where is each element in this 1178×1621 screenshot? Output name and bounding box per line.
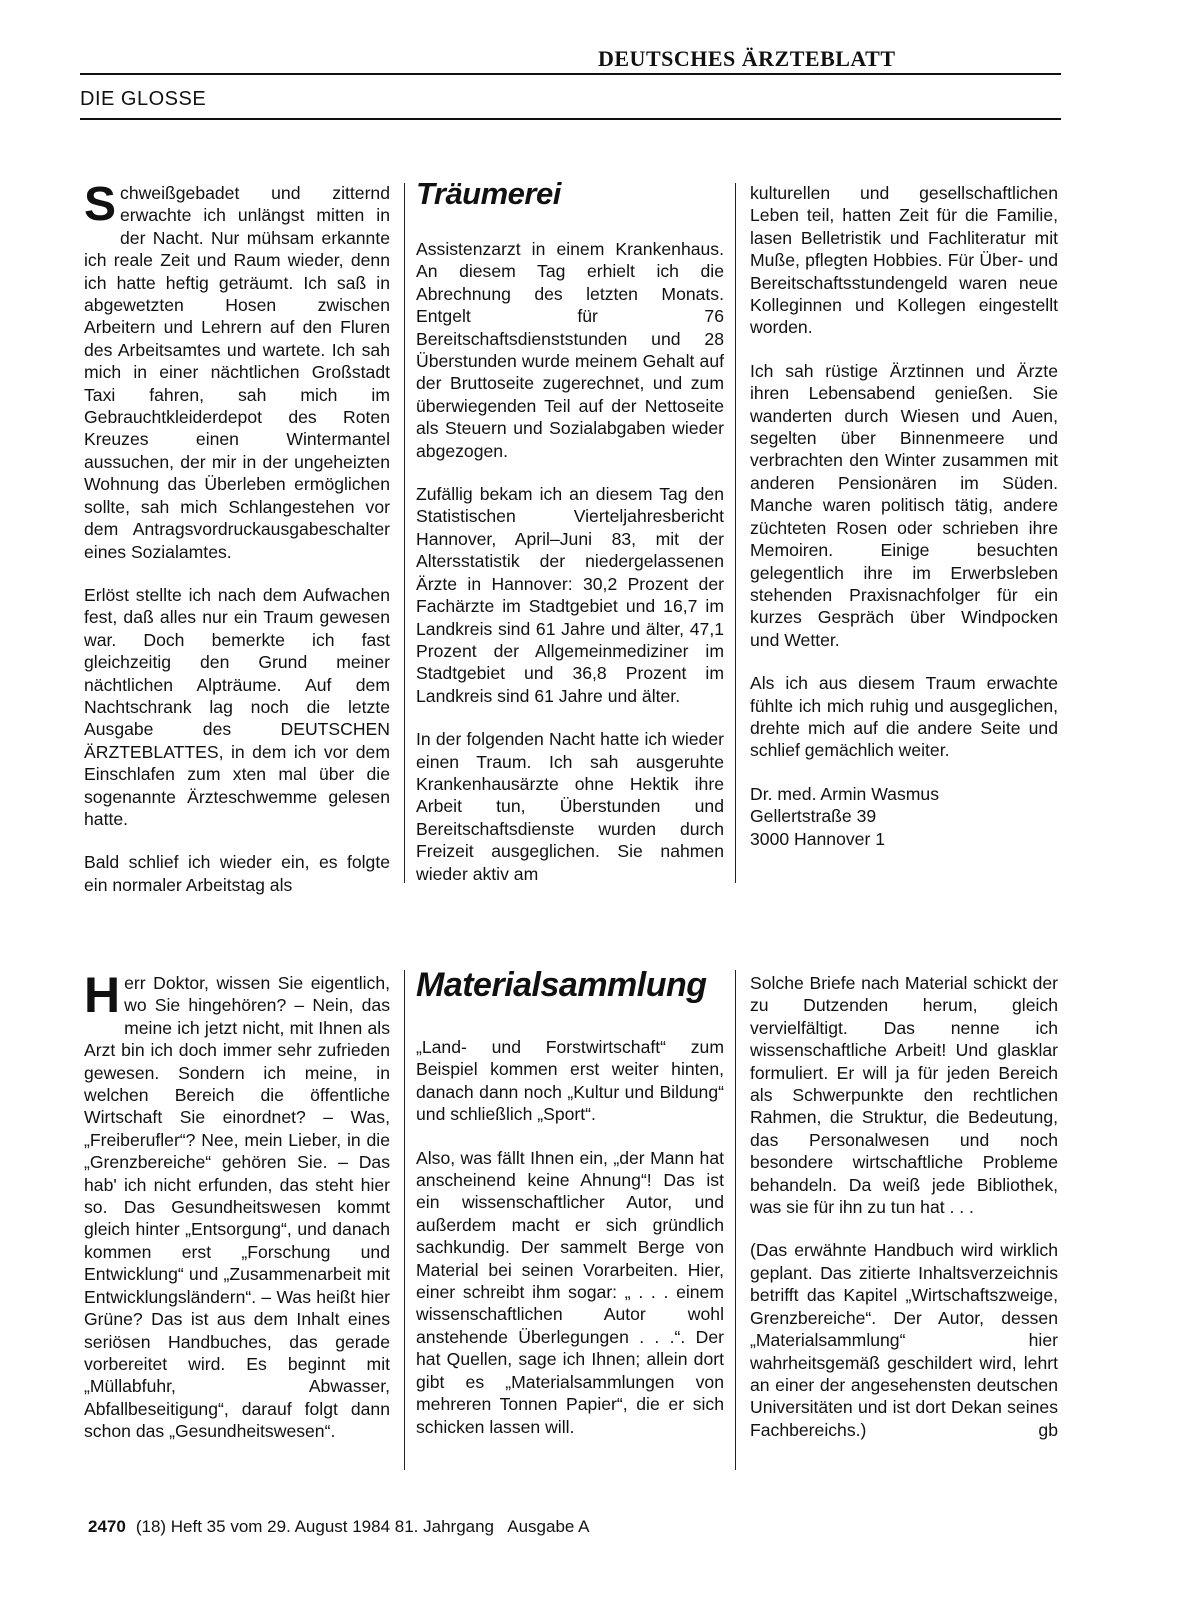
article1-divider-2 bbox=[735, 183, 736, 883]
article1-title: Träumerei bbox=[416, 176, 561, 211]
article1-col1 bbox=[84, 178, 390, 917]
author-signature bbox=[750, 783, 1058, 850]
article1-col2-p2: Zufällig bekam ich an diesem Tag den Statistischen Vierteljahresbericht Hannover, April–Juni 83, mit der Altersstatistik der niedergelassenen Ärzte in Hannover: 30,2 Prozent der Fachärzte im Stadtgebiet und 16,7 im Landkreis sind 61 Jahre und älter, 47,1 Prozent der Allgemeinmediziner im Stadtgebiet und 36,8 Prozent im Landkreis sind 61 Jahre und älter. bbox=[416, 484, 724, 706]
page-number: 2470 bbox=[88, 1517, 126, 1536]
article2-col3-p2: (Das erwähnte Handbuch wird wirklich geplant. Das zitierte Inhaltsverzeichnis betrifft das Kapitel „Wirtschaftszweige, Grenzbereiche“. Der Autor, dessen „Materialsammlung“ hier wahrheitsgemäß geschildert wird, lehrt an einer der angesehensten deutschen Universitäten und ist dort Dekan seines Fachbereichs.) bbox=[750, 1240, 1058, 1440]
article2-col3-p1: Solche Briefe nach Material schickt der zu Dutzenden herum, gleich vervielfältigt. Das nenne ich wissenschaftliche Arbeit! Und glasklar formuliert. Er will ja für jeden Bereich als Schwerpunkte den rechtlichen Rahmen, die Struktur, die Bedeutung, das Personalwesen und noch besondere wirtschaftliche Probleme behandeln. Da weiß jede Bibliothek, was sie für ihn zu tun hat . . . bbox=[750, 973, 1058, 1218]
article1-col2-p1: Assistenzarzt in einem Krankenhaus. An diesem Tag erhielt ich die Abrechnung des letzten Monats. Entgelt für 76 Bereitschaftsdienststunden und 28 Überstunden wurde meinem Gehalt auf der Bruttoseite zugerechnet, und zum überwiegenden Teil auf der Nettoseite als Steuern und Sozialabgaben wieder abgezogen. bbox=[416, 239, 724, 461]
author-street: Gellertstraße 39 bbox=[750, 806, 877, 827]
dropcap-s: S bbox=[84, 178, 117, 231]
article1-divider-1 bbox=[404, 183, 405, 883]
article1-p3: Bald schlief ich wieder ein, es folgte ein normaler Arbeitstag als bbox=[84, 852, 390, 895]
article2-col2 bbox=[416, 1036, 724, 1459]
article2-title: Materialsammlung bbox=[416, 966, 707, 1004]
author-name: Dr. med. Armin Wasmus bbox=[750, 783, 940, 804]
article2-divider-1 bbox=[404, 970, 405, 1470]
article1-p2: Erlöst stellte ich nach dem Aufwachen fest, daß alles nur ein Traum gewesen war. Doch bemerkte ich fast gleichzeitig den Grund meiner nächtlichen Alpträume. Auf dem Nachtschrank lag noch die letzte Ausgabe des DEUTSCHEN ÄRZTEBLATTES, in dem ich vor dem Einschlafen zum xten mal über die sogenannte Ärzteschwemme gelesen hatte. bbox=[84, 584, 390, 829]
dropcap-h: H bbox=[84, 967, 121, 1023]
article1-col2 bbox=[416, 238, 724, 906]
author-city: 3000 Hannover 1 bbox=[750, 828, 885, 849]
article2-col2-p1: „Land- und Forstwirtschaft“ zum Beispiel kommen erst weiter hinten, danach dann noch „Kultur und Bildung“ und schließlich „Sport“. bbox=[416, 1037, 724, 1125]
article1-col3-p2: Ich sah rüstige Ärztinnen und Ärzte ihren Lebensabend genießen. Sie wanderten durch Wiesen und Auen, segelten über Binnenmeere und verbrachten den Winter zusammen mit anderen Pensionären im Süden. Manche waren politisch tätig, andere züchteten Rosen oder schrieben ihre Memoiren. Einige besuchten gelegentlich ihre im Erwerbsleben stehenden Praxisnachfolger für ein kurzes Gespräch über Windpocken und Wetter. bbox=[750, 360, 1058, 650]
article2-col2-p2: Also, was fällt Ihnen ein, „der Mann hat anscheinend keine Ahnung“! Das ist ein wissenschaftlicher Autor, und außerdem macht er sich gründlich sachkundig. Der sammelt Berge von Material bei seinen Vorarbeiten. Hier, einer schreibt ihm sogar: „ . . . einem wissenschaftlichen Autor wohl anstehende Überlegungen . . .“. Der hat Quellen, sage ich Ihnen; allein dort gibt es „Materialsammlungen von mehreren Tonnen Papier“, die er sich schicken lassen will. bbox=[416, 1147, 724, 1437]
section-label: DIE GLOSSE bbox=[80, 88, 207, 110]
article1-col3-p1: kulturellen und gesellschaftlichen Leben teil, hatten Zeit für die Familie, lasen Belletristik und Fachliteratur mit Muße, pflegten Hobbies. Für Über- und Bereitschaftsstundengeld waren neue Kolleginnen und Kollegen eingestellt worden. bbox=[750, 183, 1058, 338]
author-initials: gb bbox=[1038, 1419, 1058, 1440]
article1-col2-p3: In der folgenden Nacht hatte ich wieder einen Traum. Ich sah ausgeruhte Krankenhausärzte ohne Hektik ihre Arbeit tun, Überstunden und Bereitschaftsdienste wurden durch Freizeit ausgeglichen. Sie nahmen wieder aktiv am bbox=[416, 729, 724, 884]
issue-info: (18) Heft 35 vom 29. August 1984 81. Jahrgang Ausgabe A bbox=[135, 1517, 590, 1536]
masthead-rule bbox=[80, 73, 1061, 75]
article2-col3 bbox=[750, 972, 1058, 1462]
article1-p1: chweißgebadet und zitternd erwachte ich unlängst mitten in der Nacht. Nur mühsam erkannte ich reale Zeit und Raum wieder, denn ich hatte heftig geträumt. Ich saß in abgewetzten Hosen zwischen Arbeitern und Lehrern auf den Fluren des Arbeitsamtes und wartete. Ich sah mich in einer nächtlichen Großstadt Taxi fahren, sah mich im Gebrauchtkleiderdepot des Roten Kreuzes einen Wintermantel aussuchen, der mir in der ungeheizten Wohnung das Überleben ermöglichen sollte, sah mich Schlangestehen vor dem Antragsvordruckausgabeschalter eines Sozialamtes. bbox=[84, 183, 390, 562]
article2-col1 bbox=[84, 967, 390, 1464]
article1-col3 bbox=[750, 182, 1058, 850]
masthead: DEUTSCHES ÄRZTEBLATT bbox=[598, 46, 896, 71]
article1-col3-p3: Als ich aus diesem Traum erwachte fühlte ich mich ruhig und ausgeglichen, drehte mich auf die andere Seite und schlief gemächlich weiter. bbox=[750, 673, 1058, 761]
article2-p1: err Doktor, wissen Sie eigentlich, wo Sie hingehören? – Nein, das meine ich jetzt nicht, mit Ihnen als Arzt bin ich doch immer sehr zufrieden gewesen. Sondern ich meine, in welchen Bereich die öffentliche Wirtschaft Sie einordnet? – Was, „Freiberufler“? Nee, mein Lieber, in die „Grenzbereiche“ gehören Sie. – Das hab' ich nicht erfunden, das steht hier so. Das Gesundheitswesen kommt gleich hinter „Entsorgung“, und danach kommen erst „Forschung und Entwicklung“ und „Zusammenarbeit mit Entwicklungsländern“. – Was heißt hier Grüne? Das ist aus dem Inhalt eines seriösen Handbuches, das gerade vorbereitet wird. Es beginnt mit „Müllabfuhr, Abwasser, Abfallbeseitigung“, darauf folgt dann schon das „Gesundheitswesen“. bbox=[84, 973, 390, 1442]
article2-divider-2 bbox=[735, 970, 736, 1470]
section-rule bbox=[80, 118, 1061, 120]
page-footer bbox=[88, 1517, 589, 1537]
